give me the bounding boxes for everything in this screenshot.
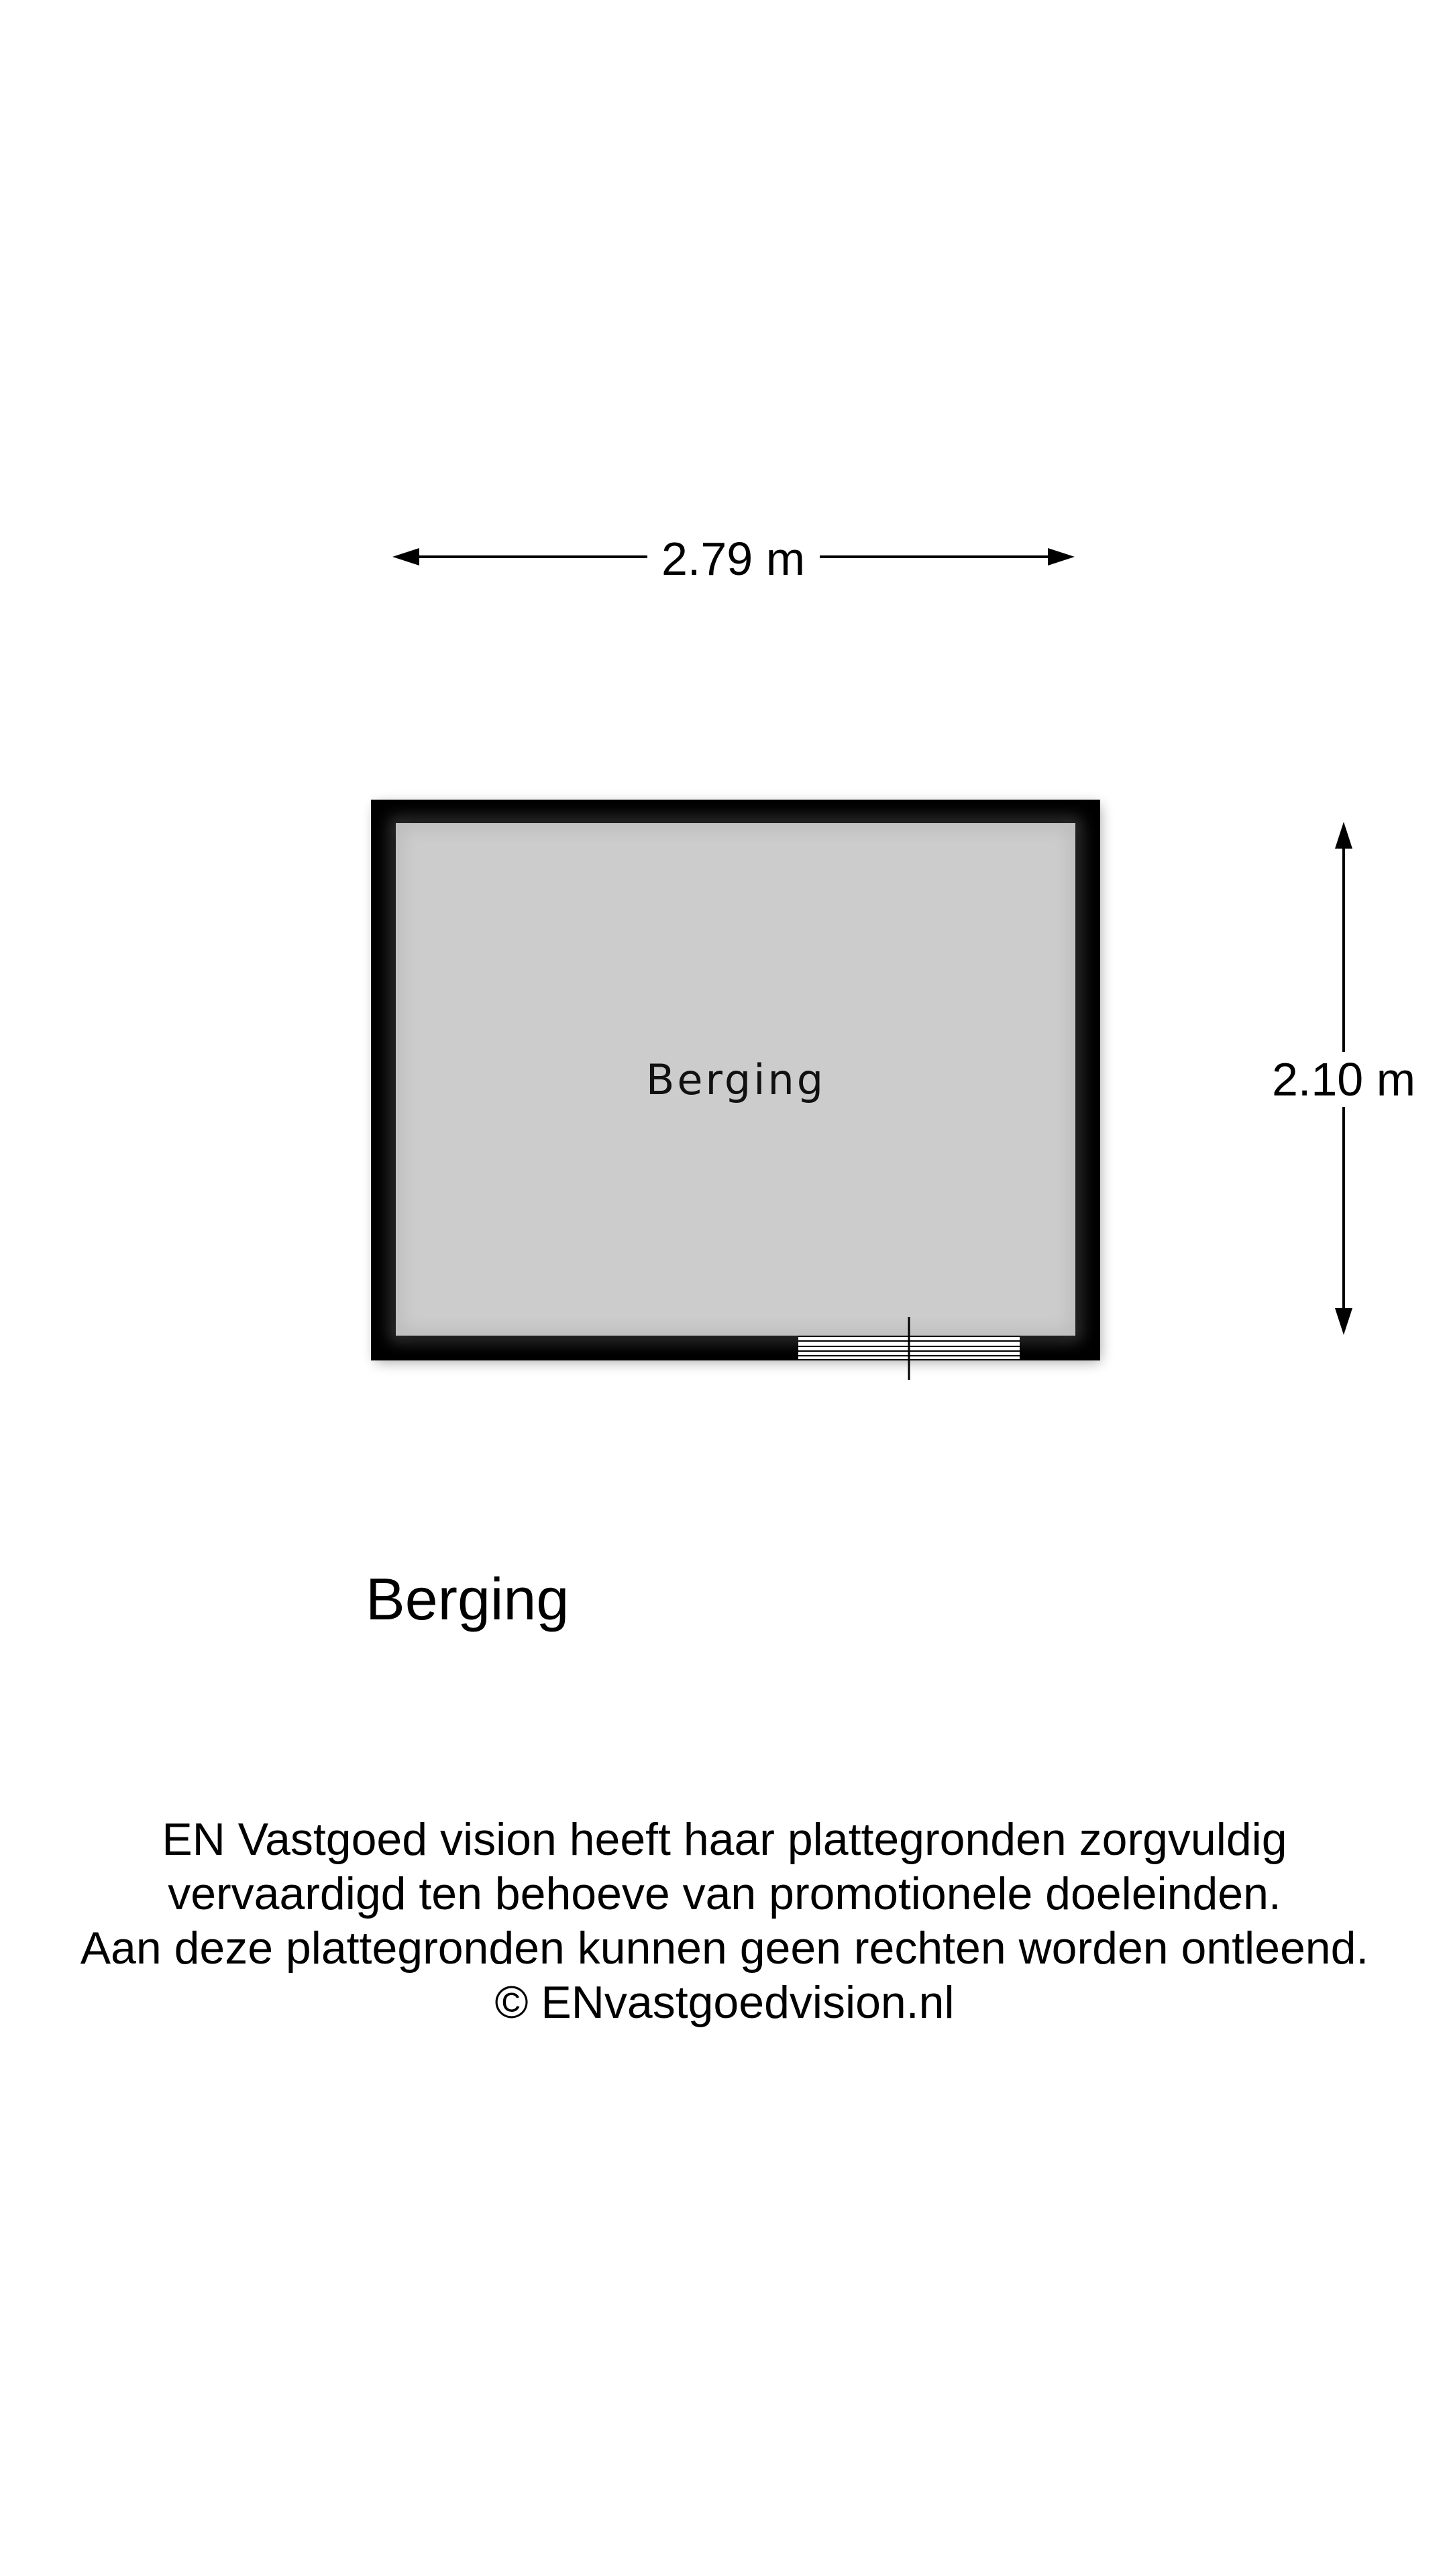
- height-dimension: [1272, 822, 1415, 1335]
- arrow-right-icon: [1048, 548, 1075, 566]
- arrow-up-icon: [1335, 822, 1352, 849]
- height-dimension-label: 2.10 m: [1272, 1053, 1415, 1106]
- width-dimension-label: 2.79 m: [661, 533, 805, 585]
- disclaimer-copyright: © ENvastgoedvision.nl: [494, 1977, 955, 2028]
- disclaimer: [0, 1813, 1449, 2030]
- arrow-down-icon: [1335, 1308, 1352, 1335]
- room-berging: [371, 800, 1100, 1380]
- arrow-left-icon: [392, 548, 419, 566]
- disclaimer-line: EN Vastgoed vision heeft haar plattegronden zorgvuldig: [162, 1814, 1287, 1865]
- room-label: Berging: [645, 1055, 826, 1104]
- width-dimension: [392, 533, 1075, 585]
- disclaimer-line: vervaardigd ten behoeve van promotionele doeleinden.: [168, 1868, 1281, 1919]
- floor-title: Berging: [366, 1566, 570, 1632]
- disclaimer-line: Aan deze plattegronden kunnen geen rechten worden ontleend.: [80, 1923, 1369, 1974]
